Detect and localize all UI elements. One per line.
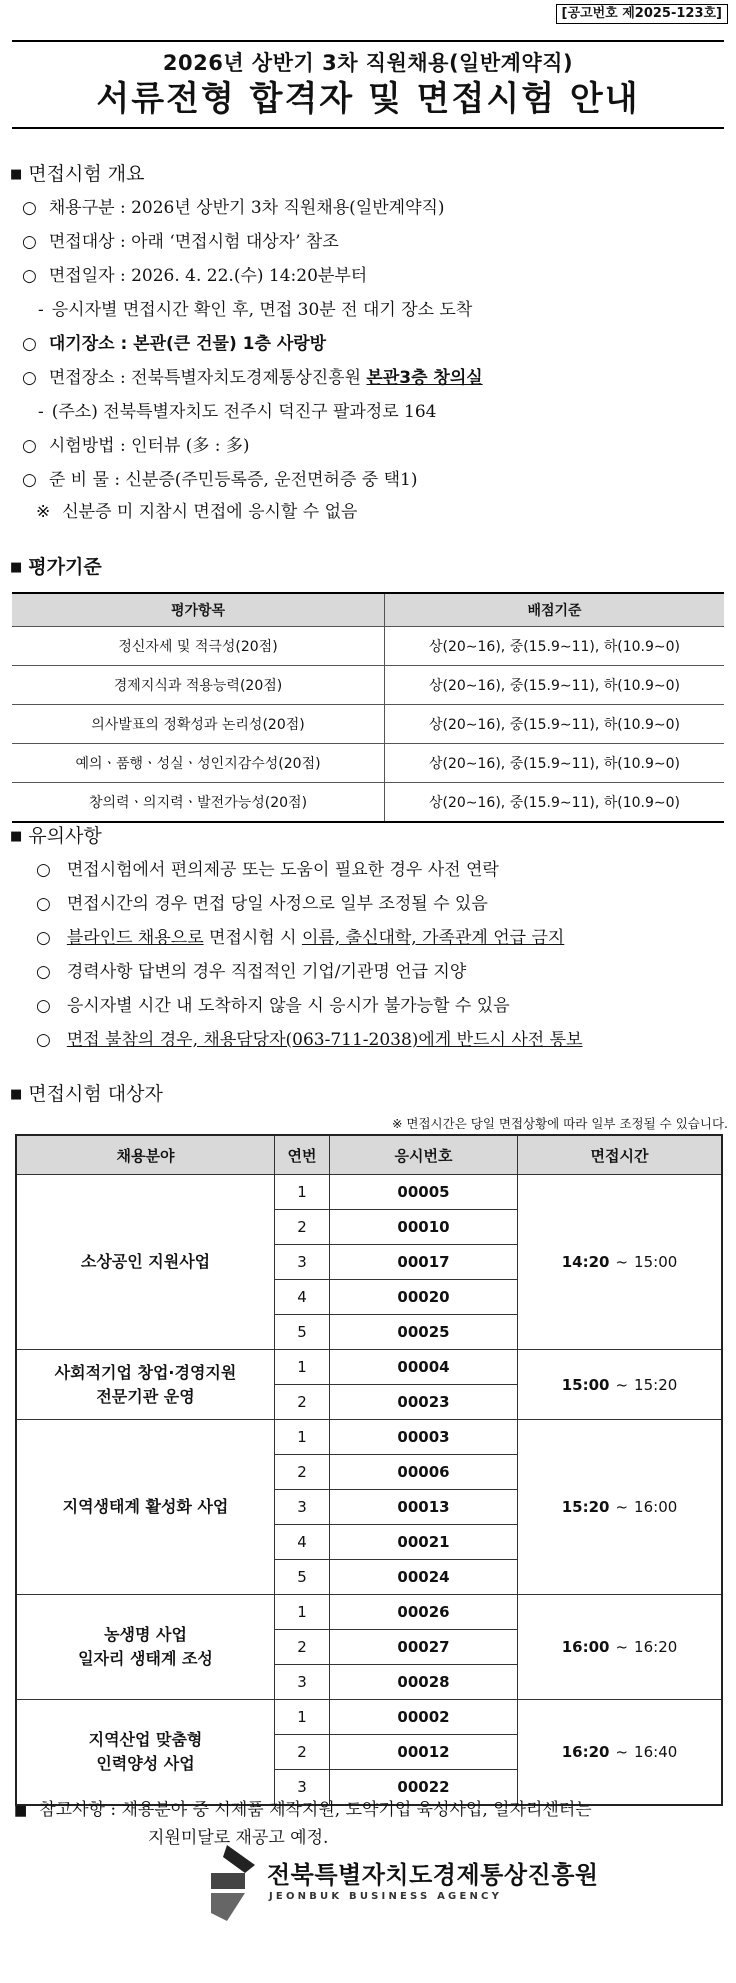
cand-number-cell: 00006 xyxy=(330,1455,518,1490)
cand-field-cell: 지역생태계 활성화 사업 xyxy=(16,1420,275,1595)
reference-line2: 지원미달로 재공고 예정. xyxy=(148,1828,329,1848)
cand-seq-cell: 2 xyxy=(275,1455,330,1490)
cand-field-cell: 지역산업 맞춤형 인력양성 사업 xyxy=(16,1700,275,1806)
overview-value: 신분증(주민등록증, 운전면허증 중 택1) xyxy=(125,470,418,490)
eval-item-cell: 예의ㆍ품행ㆍ성실ㆍ성인지감수성(20점) xyxy=(12,744,385,783)
cand-field-cell: 소상공인 지원사업 xyxy=(16,1175,275,1350)
overview-item xyxy=(38,400,437,424)
eval-item-cell: 의사발표의 정확성과 논리성(20점) xyxy=(12,705,385,744)
table-row xyxy=(16,1420,722,1455)
cand-seq-cell: 3 xyxy=(275,1245,330,1280)
bullet-icon: ○ xyxy=(36,894,51,914)
overview-label: 면접대상 xyxy=(48,232,115,252)
overview-label: 채용구분 xyxy=(48,198,115,218)
caution-text: 면접시험에서 편의제공 또는 도움이 필요한 경우 사전 연락 xyxy=(66,860,499,880)
cand-number-cell: 00023 xyxy=(330,1385,518,1420)
cand-number-cell: 00020 xyxy=(330,1280,518,1315)
overview-item: ○ 채용구분 : 2026년 상반기 3차 직원채용(일반계약직) xyxy=(22,198,445,218)
cand-header-time: 면접시간 xyxy=(518,1135,723,1175)
caution-item xyxy=(36,1028,582,1052)
section-heading-evaluation: ■ 평가기준 xyxy=(10,556,102,578)
cand-number-cell: 00024 xyxy=(330,1560,518,1595)
bullet-icon: ○ xyxy=(36,860,51,880)
bullet-icon: ※ xyxy=(36,502,51,522)
cand-number-cell: 00026 xyxy=(330,1595,518,1630)
cand-number-cell: 00028 xyxy=(330,1665,518,1700)
cand-seq-cell: 1 xyxy=(275,1700,330,1735)
eval-item-cell: 경제지식과 적용능력(20점) xyxy=(12,666,385,705)
overview-value: 아래 ‘면접시험 대상자’ 참조 xyxy=(131,232,339,252)
bullet-icon: ○ xyxy=(22,334,37,354)
overview-text: (주소) 전북특별자치도 전주시 덕진구 팔과정로 164 xyxy=(51,402,437,422)
cand-header-number: 응시번호 xyxy=(330,1135,518,1175)
cand-time-cell: 14:20 ~ 15:00 xyxy=(518,1175,723,1350)
caution-text-underlined: 블라인드 채용으로 xyxy=(66,928,204,948)
cand-seq-cell: 2 xyxy=(275,1385,330,1420)
square-bullet-icon: ■ xyxy=(10,167,23,182)
caution-item xyxy=(36,994,510,1018)
page-title: 서류전형 합격자 및 면접시험 안내 xyxy=(96,79,640,119)
cand-time-cell: 16:20 ~ 16:40 xyxy=(518,1700,723,1806)
cand-time-cell: 16:00 ~ 16:20 xyxy=(518,1595,723,1700)
cand-number-cell: 00005 xyxy=(330,1175,518,1210)
evaluation-table xyxy=(12,592,724,823)
overview-text: 대기장소 : 본관(큰 건물) 1층 사랑방 xyxy=(48,334,327,354)
reference-line1: ■ 참고사항 : 채용분야 중 시제품 제작지원, 도약기업 육성사업, 일자리센터는 xyxy=(14,1800,592,1820)
cand-seq-cell: 1 xyxy=(275,1350,330,1385)
overview-item xyxy=(38,298,472,322)
cand-seq-cell: 2 xyxy=(275,1735,330,1770)
title-line1: 2026년 상반기 3차 직원채용(일반계약직) xyxy=(162,51,574,75)
candidate-table xyxy=(15,1134,723,1806)
square-bullet-icon: ■ xyxy=(10,560,23,575)
cand-number-cell: 00022 xyxy=(330,1770,518,1806)
eval-score-cell: 상(20∼16), 중(15.9∼11), 하(10.9∼0) xyxy=(385,783,725,823)
eval-score-cell: 상(20∼16), 중(15.9∼11), 하(10.9∼0) xyxy=(385,705,725,744)
overview-label: 준 비 물 xyxy=(48,470,109,490)
bullet-icon: ○ xyxy=(22,470,37,490)
caution-text-underlined: 면접 불참의 경우, 채용담당자(063-711-2038)에게 반드시 사전 통보 xyxy=(66,1030,583,1050)
overview-label: 면접일자 xyxy=(48,266,115,286)
overview-item: ○ 면접일자 : 2026. 4. 22.(수) 14:20분부터 xyxy=(22,266,368,286)
square-bullet-icon: ■ xyxy=(10,829,23,844)
overview-item: ○ 준 비 물 : 신분증(주민등록증, 운전면허증 중 택1) xyxy=(22,470,418,490)
bullet-icon: ○ xyxy=(36,1030,51,1050)
overview-label: 면접장소 xyxy=(48,368,115,388)
table-row xyxy=(16,1700,722,1735)
cand-number-cell: 00017 xyxy=(330,1245,518,1280)
caution-item xyxy=(36,926,564,950)
eval-row xyxy=(12,783,724,823)
cand-number-cell: 00025 xyxy=(330,1315,518,1350)
eval-row xyxy=(12,627,724,666)
cand-seq-cell: 3 xyxy=(275,1665,330,1700)
overview-item xyxy=(36,500,357,524)
cand-number-cell: 00002 xyxy=(330,1700,518,1735)
table-row xyxy=(16,1175,722,1210)
overview-item xyxy=(22,332,326,356)
cand-seq-cell: 1 xyxy=(275,1175,330,1210)
eval-score-cell: 상(20∼16), 중(15.9∼11), 하(10.9∼0) xyxy=(385,627,725,666)
overview-value: 인터뷰 (多 : 多) xyxy=(131,436,250,456)
eval-score-cell: 상(20∼16), 중(15.9∼11), 하(10.9∼0) xyxy=(385,744,725,783)
section-heading-cautions: ■ 유의사항 xyxy=(10,825,102,847)
cand-number-cell: 00004 xyxy=(330,1350,518,1385)
agency-name-en: JEONBUK BUSINESS AGENCY xyxy=(269,1891,503,1902)
overview-value-highlight: 본관3층 창의실 xyxy=(366,368,483,388)
overview-item: ○ 면접대상 : 아래 ‘면접시험 대상자’ 참조 xyxy=(22,232,339,252)
caution-text: 면접시험 시 xyxy=(203,928,302,948)
caution-item xyxy=(36,960,466,984)
bullet-icon: - xyxy=(38,300,44,320)
cand-number-cell: 00003 xyxy=(330,1420,518,1455)
square-bullet-icon: ■ xyxy=(10,1087,23,1102)
agency-logo-mark-icon xyxy=(205,1843,261,1923)
overview-label: 시험방법 xyxy=(48,436,115,456)
agency-logo xyxy=(205,1843,599,1923)
agency-name: 전북특별자치도경제통상진흥원 xyxy=(267,1861,599,1889)
cand-seq-cell: 1 xyxy=(275,1595,330,1630)
overview-text: 신분증 미 지참시 면접에 응시할 수 없음 xyxy=(62,502,358,522)
eval-item-cell: 창의력ㆍ의지력ㆍ발전가능성(20점) xyxy=(12,783,385,823)
overview-value: 전북특별자치도경제통상진흥원 xyxy=(131,368,362,388)
cand-time-cell: 15:20 ~ 16:00 xyxy=(518,1420,723,1595)
cand-seq-cell: 1 xyxy=(275,1420,330,1455)
eval-row xyxy=(12,705,724,744)
cand-seq-cell: 3 xyxy=(275,1770,330,1806)
cand-seq-cell: 5 xyxy=(275,1560,330,1595)
eval-row xyxy=(12,666,724,705)
overview-value: 2026년 상반기 3차 직원채용(일반계약직) xyxy=(131,198,445,218)
cand-seq-cell: 4 xyxy=(275,1525,330,1560)
cand-seq-cell: 4 xyxy=(275,1280,330,1315)
cand-field-cell: 사회적기업 창업·경영지원 전문기관 운영 xyxy=(16,1350,275,1420)
eval-row xyxy=(12,744,724,783)
notice-number: [공고번호 제2025-123호] xyxy=(556,4,728,24)
cand-number-cell: 00010 xyxy=(330,1210,518,1245)
caution-text: 면접시간의 경우 면접 당일 사정으로 일부 조정될 수 있음 xyxy=(66,894,488,914)
bullet-icon: ○ xyxy=(22,266,37,286)
bullet-icon: ○ xyxy=(22,436,37,456)
bullet-icon: ○ xyxy=(36,928,51,948)
eval-item-cell: 정신자세 및 적극성(20점) xyxy=(12,627,385,666)
cand-seq-cell: 2 xyxy=(275,1210,330,1245)
bullet-icon: ○ xyxy=(36,962,51,982)
bullet-icon: ○ xyxy=(22,232,37,252)
cand-time-cell: 15:00 ~ 15:20 xyxy=(518,1350,723,1420)
section-heading-candidates: ■ 면접시험 대상자 xyxy=(10,1083,163,1105)
bullet-icon: ○ xyxy=(22,368,37,388)
bullet-icon: ○ xyxy=(22,198,37,218)
title-block xyxy=(12,40,724,129)
cand-number-cell: 00027 xyxy=(330,1630,518,1665)
cand-header-seq: 연번 xyxy=(275,1135,330,1175)
caution-item xyxy=(36,858,499,882)
bullet-icon: ○ xyxy=(36,996,51,1016)
square-bullet-icon: ■ xyxy=(14,1803,28,1819)
bullet-icon: - xyxy=(38,402,44,422)
cand-number-cell: 00021 xyxy=(330,1525,518,1560)
caution-text: 경력사항 답변의 경우 직접적인 기업/기관명 언급 지양 xyxy=(66,962,467,982)
cand-number-cell: 00013 xyxy=(330,1490,518,1525)
section-heading-overview: ■ 면접시험 개요 xyxy=(10,163,145,185)
eval-header-item: 평가항목 xyxy=(12,593,385,627)
caution-text: 응시자별 시간 내 도착하지 않을 시 응시가 불가능할 수 있음 xyxy=(66,996,510,1016)
table-row xyxy=(16,1350,722,1385)
cand-header-field: 채용분야 xyxy=(16,1135,275,1175)
cand-seq-cell: 5 xyxy=(275,1315,330,1350)
overview-item: ○ 면접장소 : 전북특별자치도경제통상진흥원 본관3층 창의실 xyxy=(22,368,483,388)
overview-text: 응시자별 면접시간 확인 후, 면접 30분 전 대기 장소 도착 xyxy=(51,300,473,320)
candidate-note: ※ 면접시간은 당일 면접상황에 따라 일부 조정될 수 있습니다. xyxy=(391,1116,728,1131)
cand-seq-cell: 3 xyxy=(275,1490,330,1525)
overview-value: 2026. 4. 22.(수) 14:20분부터 xyxy=(131,266,368,286)
cand-number-cell: 00012 xyxy=(330,1735,518,1770)
overview-item: ○ 시험방법 : 인터뷰 (多 : 多) xyxy=(22,436,250,456)
eval-score-cell: 상(20∼16), 중(15.9∼11), 하(10.9∼0) xyxy=(385,666,725,705)
caution-text-underlined: 이름, 출신대학, 가족관계 언급 금지 xyxy=(301,928,565,948)
caution-item xyxy=(36,892,488,916)
cand-field-cell: 농생명 사업 일자리 생태계 조성 xyxy=(16,1595,275,1700)
cand-seq-cell: 2 xyxy=(275,1630,330,1665)
table-row xyxy=(16,1595,722,1630)
eval-header-score: 배점기준 xyxy=(385,593,725,627)
